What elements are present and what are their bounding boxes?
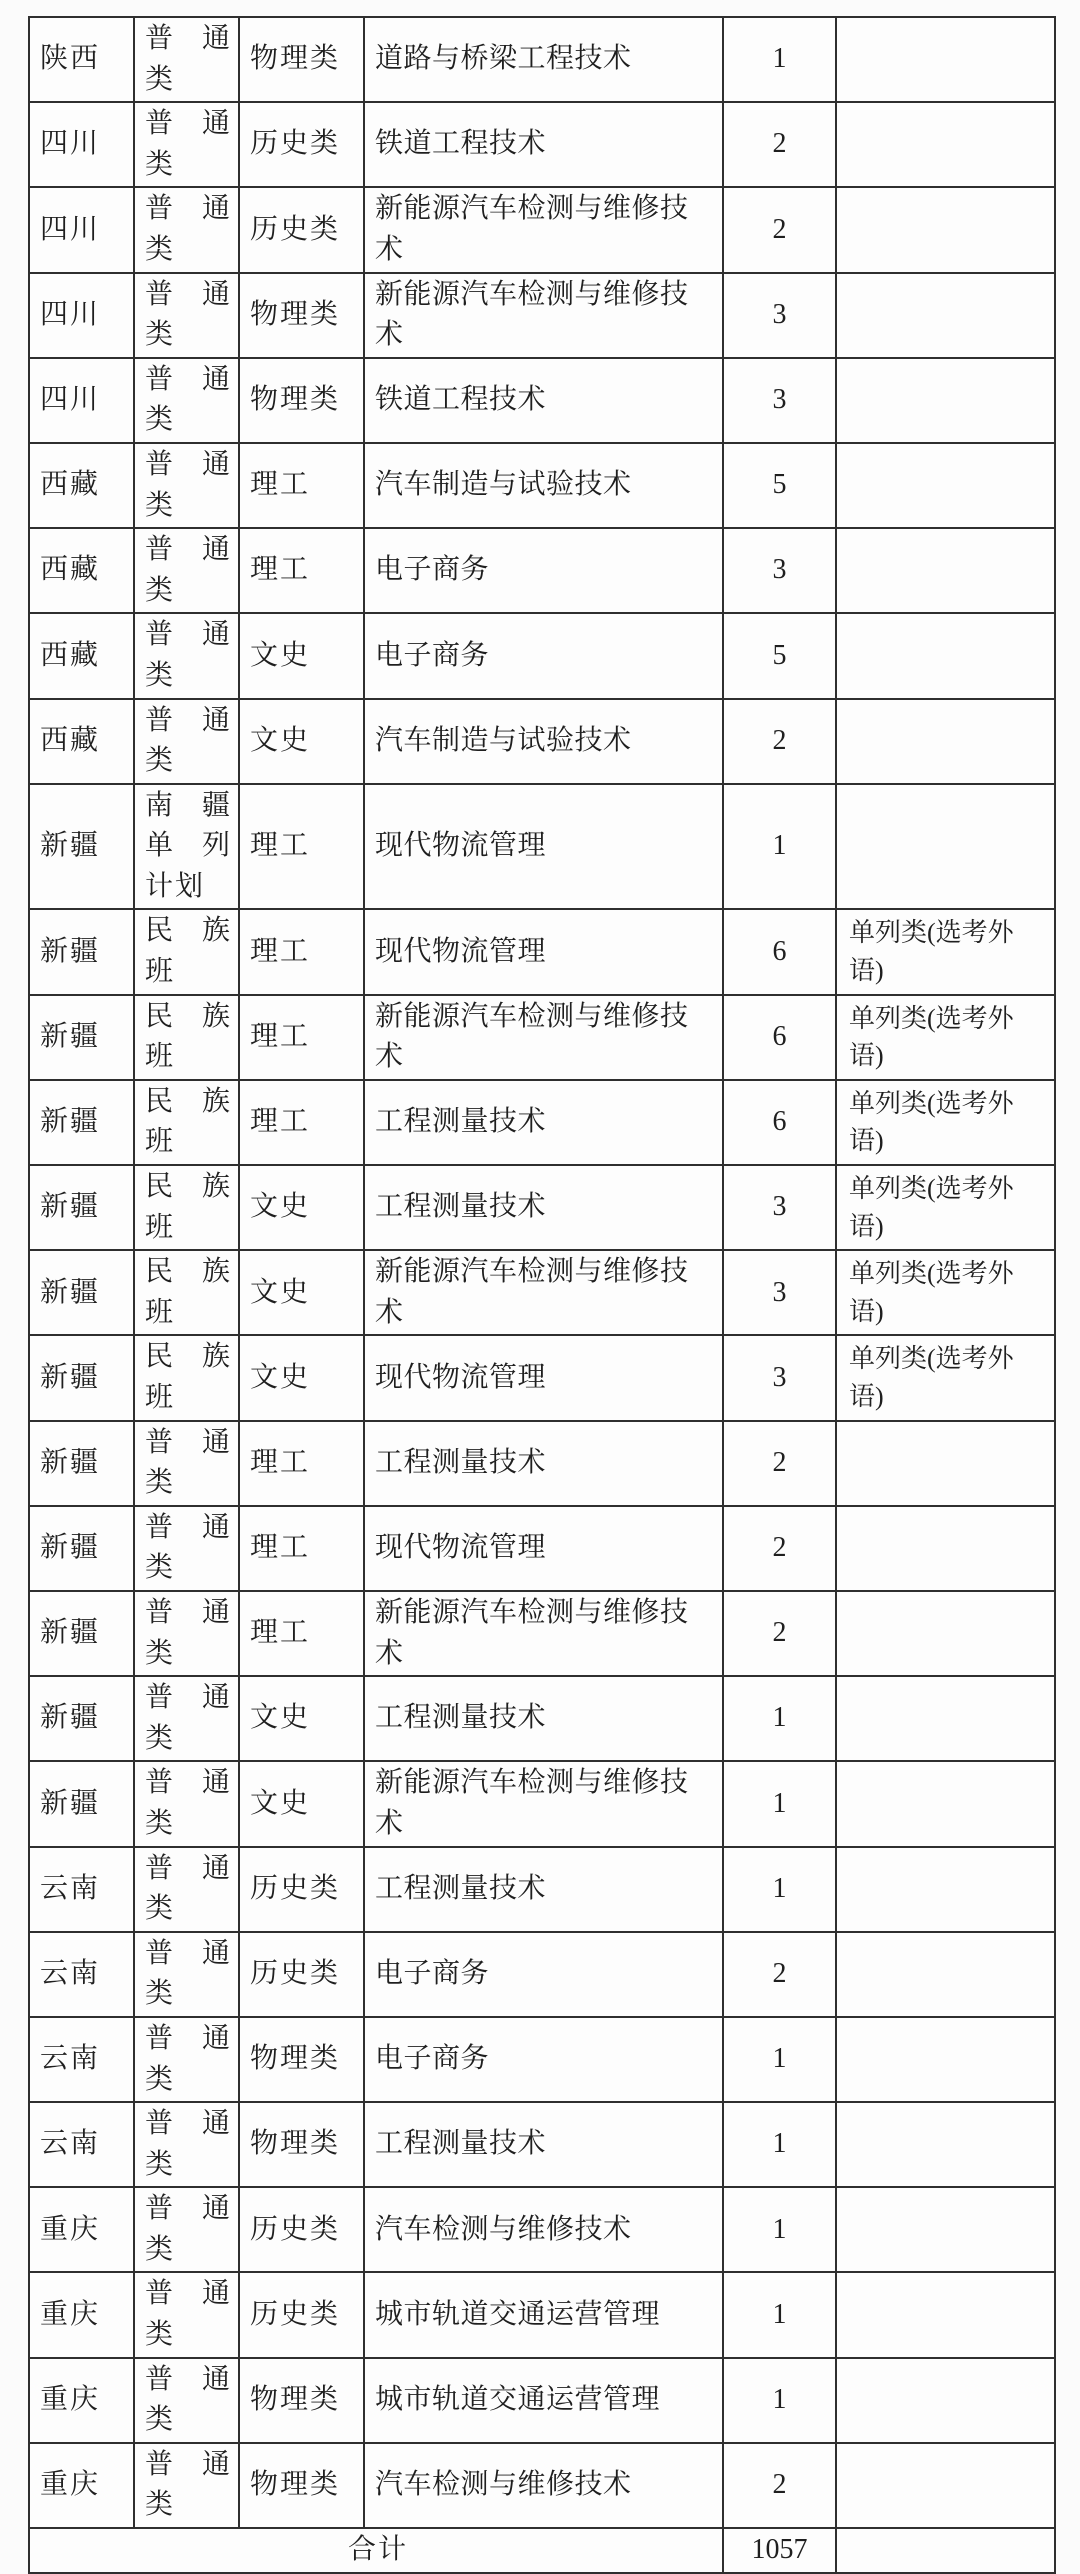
cell-count: 3	[723, 273, 836, 358]
cell-major: 电子商务	[364, 613, 723, 698]
cell-remark	[836, 2017, 1055, 2102]
cell-major: 电子商务	[364, 1932, 723, 2017]
cell-subject: 历史类	[239, 102, 364, 187]
cell-province: 云南	[29, 2017, 134, 2102]
cell-province: 云南	[29, 1847, 134, 1932]
cell-category: 民族班	[134, 1165, 239, 1250]
cell-count: 2	[723, 187, 836, 272]
cell-count: 1	[723, 2187, 836, 2272]
total-count-cell: 1057	[723, 2528, 836, 2573]
cell-major: 工程测量技术	[364, 1165, 723, 1250]
cell-subject: 理工	[239, 1421, 364, 1506]
cell-remark	[836, 1506, 1055, 1591]
cell-count: 6	[723, 1080, 836, 1165]
cell-category: 普通类	[134, 443, 239, 528]
cell-count: 5	[723, 443, 836, 528]
cell-category: 民族班	[134, 1080, 239, 1165]
cell-category: 普通类	[134, 1932, 239, 2017]
cell-major: 工程测量技术	[364, 1080, 723, 1165]
cell-province: 新疆	[29, 1591, 134, 1676]
cell-count: 2	[723, 1932, 836, 2017]
cell-major: 城市轨道交通运营管理	[364, 2272, 723, 2357]
cell-category: 普通类	[134, 1761, 239, 1846]
cell-count: 2	[723, 1506, 836, 1591]
cell-subject: 理工	[239, 995, 364, 1080]
table-row	[29, 784, 1055, 910]
cell-province: 云南	[29, 2102, 134, 2187]
table-row	[29, 1421, 1055, 1506]
cell-category: 普通类	[134, 528, 239, 613]
cell-count: 2	[723, 699, 836, 784]
cell-remark	[836, 2187, 1055, 2272]
cell-subject: 历史类	[239, 2187, 364, 2272]
cell-category: 普通类	[134, 1506, 239, 1591]
cell-province: 新疆	[29, 1421, 134, 1506]
cell-subject: 物理类	[239, 2102, 364, 2187]
cell-province: 四川	[29, 187, 134, 272]
table-row	[29, 2187, 1055, 2272]
cell-remark	[836, 1421, 1055, 1506]
cell-count: 1	[723, 2017, 836, 2102]
cell-remark	[836, 358, 1055, 443]
total-row	[29, 2528, 1055, 2573]
cell-major: 现代物流管理	[364, 784, 723, 910]
cell-category: 民族班	[134, 1335, 239, 1420]
cell-count: 6	[723, 995, 836, 1080]
cell-major: 新能源汽车检测与维修技术	[364, 1761, 723, 1846]
cell-subject: 历史类	[239, 2272, 364, 2357]
total-label-cell: 合计	[29, 2528, 723, 2573]
table-row	[29, 17, 1055, 102]
cell-province: 新疆	[29, 1335, 134, 1420]
cell-subject: 物理类	[239, 358, 364, 443]
cell-province: 重庆	[29, 2443, 134, 2528]
cell-count: 1	[723, 2102, 836, 2187]
cell-province: 重庆	[29, 2358, 134, 2443]
cell-subject: 理工	[239, 528, 364, 613]
table-row	[29, 443, 1055, 528]
cell-province: 西藏	[29, 699, 134, 784]
cell-remark	[836, 2443, 1055, 2528]
cell-category: 普通类	[134, 2017, 239, 2102]
cell-province: 陕西	[29, 17, 134, 102]
table-row	[29, 187, 1055, 272]
cell-major: 汽车检测与维修技术	[364, 2187, 723, 2272]
table-row	[29, 2443, 1055, 2528]
cell-category: 普通类	[134, 2443, 239, 2528]
cell-subject: 物理类	[239, 273, 364, 358]
cell-count: 5	[723, 613, 836, 698]
cell-remark: 单列类(选考外语)	[836, 1080, 1055, 1165]
cell-major: 现代物流管理	[364, 909, 723, 994]
cell-major: 工程测量技术	[364, 2102, 723, 2187]
cell-count: 3	[723, 1165, 836, 1250]
cell-remark: 单列类(选考外语)	[836, 909, 1055, 994]
cell-province: 四川	[29, 102, 134, 187]
table-row	[29, 1080, 1055, 1165]
cell-count: 2	[723, 1421, 836, 1506]
cell-subject: 文史	[239, 1761, 364, 1846]
cell-major: 道路与桥梁工程技术	[364, 17, 723, 102]
cell-category: 普通类	[134, 1847, 239, 1932]
cell-province: 新疆	[29, 995, 134, 1080]
cell-category: 民族班	[134, 1250, 239, 1335]
table-row	[29, 1335, 1055, 1420]
cell-province: 四川	[29, 358, 134, 443]
cell-category: 普通类	[134, 17, 239, 102]
cell-subject: 理工	[239, 1080, 364, 1165]
cell-subject: 文史	[239, 1676, 364, 1761]
cell-remark	[836, 699, 1055, 784]
total-remark-cell	[836, 2528, 1055, 2573]
cell-remark	[836, 1676, 1055, 1761]
cell-major: 工程测量技术	[364, 1421, 723, 1506]
cell-remark	[836, 1847, 1055, 1932]
table-row	[29, 2358, 1055, 2443]
cell-category: 普通类	[134, 2187, 239, 2272]
cell-subject: 文史	[239, 1335, 364, 1420]
table-row	[29, 2102, 1055, 2187]
cell-major: 汽车检测与维修技术	[364, 2443, 723, 2528]
cell-province: 新疆	[29, 1080, 134, 1165]
cell-count: 1	[723, 784, 836, 910]
cell-category: 南疆单列计划	[134, 784, 239, 910]
cell-remark	[836, 2102, 1055, 2187]
table-row	[29, 102, 1055, 187]
cell-count: 3	[723, 1335, 836, 1420]
cell-province: 西藏	[29, 528, 134, 613]
cell-count: 1	[723, 2358, 836, 2443]
table-row	[29, 1847, 1055, 1932]
cell-subject: 文史	[239, 699, 364, 784]
table-row	[29, 1165, 1055, 1250]
cell-count: 1	[723, 2272, 836, 2357]
cell-count: 3	[723, 528, 836, 613]
cell-remark	[836, 443, 1055, 528]
cell-subject: 文史	[239, 1250, 364, 1335]
table-row	[29, 1250, 1055, 1335]
cell-major: 电子商务	[364, 2017, 723, 2102]
cell-major: 新能源汽车检测与维修技术	[364, 1250, 723, 1335]
table-row	[29, 1506, 1055, 1591]
cell-remark	[836, 17, 1055, 102]
cell-province: 西藏	[29, 613, 134, 698]
cell-province: 重庆	[29, 2187, 134, 2272]
cell-category: 普通类	[134, 358, 239, 443]
cell-remark: 单列类(选考外语)	[836, 1165, 1055, 1250]
cell-category: 普通类	[134, 102, 239, 187]
cell-major: 汽车制造与试验技术	[364, 443, 723, 528]
cell-remark	[836, 2272, 1055, 2357]
table-row	[29, 995, 1055, 1080]
cell-province: 新疆	[29, 1165, 134, 1250]
cell-remark: 单列类(选考外语)	[836, 1250, 1055, 1335]
cell-count: 3	[723, 358, 836, 443]
cell-province: 新疆	[29, 1506, 134, 1591]
cell-major: 铁道工程技术	[364, 358, 723, 443]
cell-remark	[836, 187, 1055, 272]
cell-count: 3	[723, 1250, 836, 1335]
cell-major: 铁道工程技术	[364, 102, 723, 187]
cell-major: 现代物流管理	[364, 1506, 723, 1591]
cell-province: 新疆	[29, 1761, 134, 1846]
cell-major: 工程测量技术	[364, 1847, 723, 1932]
cell-category: 普通类	[134, 1676, 239, 1761]
cell-major: 新能源汽车检测与维修技术	[364, 187, 723, 272]
cell-category: 普通类	[134, 273, 239, 358]
table-row	[29, 1932, 1055, 2017]
cell-count: 2	[723, 2443, 836, 2528]
cell-major: 新能源汽车检测与维修技术	[364, 273, 723, 358]
cell-category: 普通类	[134, 2102, 239, 2187]
cell-remark	[836, 1761, 1055, 1846]
cell-province: 新疆	[29, 909, 134, 994]
cell-category: 普通类	[134, 699, 239, 784]
cell-count: 2	[723, 102, 836, 187]
cell-remark: 单列类(选考外语)	[836, 1335, 1055, 1420]
table-row	[29, 613, 1055, 698]
cell-province: 新疆	[29, 784, 134, 910]
cell-count: 1	[723, 17, 836, 102]
cell-major: 新能源汽车检测与维修技术	[364, 1591, 723, 1676]
cell-subject: 理工	[239, 443, 364, 528]
table-row	[29, 1676, 1055, 1761]
cell-category: 普通类	[134, 1421, 239, 1506]
cell-remark	[836, 528, 1055, 613]
table-body	[29, 17, 1055, 2573]
table-row	[29, 909, 1055, 994]
cell-major: 城市轨道交通运营管理	[364, 2358, 723, 2443]
cell-major: 汽车制造与试验技术	[364, 699, 723, 784]
cell-province: 新疆	[29, 1250, 134, 1335]
cell-major: 现代物流管理	[364, 1335, 723, 1420]
cell-subject: 物理类	[239, 2017, 364, 2102]
table-row	[29, 1591, 1055, 1676]
table-row	[29, 699, 1055, 784]
cell-count: 1	[723, 1761, 836, 1846]
cell-subject: 物理类	[239, 2358, 364, 2443]
cell-count: 1	[723, 1847, 836, 1932]
cell-remark	[836, 102, 1055, 187]
cell-remark	[836, 613, 1055, 698]
cell-category: 普通类	[134, 613, 239, 698]
cell-major: 新能源汽车检测与维修技术	[364, 995, 723, 1080]
cell-subject: 历史类	[239, 1847, 364, 1932]
cell-province: 四川	[29, 273, 134, 358]
cell-count: 6	[723, 909, 836, 994]
cell-count: 1	[723, 1676, 836, 1761]
cell-subject: 物理类	[239, 17, 364, 102]
table-row	[29, 358, 1055, 443]
cell-subject: 文史	[239, 613, 364, 698]
cell-major: 电子商务	[364, 528, 723, 613]
cell-remark	[836, 1932, 1055, 2017]
cell-category: 普通类	[134, 2272, 239, 2357]
cell-subject: 历史类	[239, 187, 364, 272]
cell-category: 普通类	[134, 187, 239, 272]
cell-subject: 历史类	[239, 1932, 364, 2017]
cell-subject: 理工	[239, 1591, 364, 1676]
table-row	[29, 1761, 1055, 1846]
cell-subject: 理工	[239, 909, 364, 994]
table-row	[29, 528, 1055, 613]
cell-category: 普通类	[134, 2358, 239, 2443]
cell-remark	[836, 1591, 1055, 1676]
enrollment-plan-table	[28, 16, 1056, 2574]
cell-remark	[836, 784, 1055, 910]
table-row	[29, 273, 1055, 358]
cell-category: 民族班	[134, 995, 239, 1080]
cell-subject: 理工	[239, 784, 364, 910]
cell-category: 民族班	[134, 909, 239, 994]
cell-province: 新疆	[29, 1676, 134, 1761]
table-row	[29, 2017, 1055, 2102]
cell-province: 西藏	[29, 443, 134, 528]
cell-province: 云南	[29, 1932, 134, 2017]
cell-major: 工程测量技术	[364, 1676, 723, 1761]
cell-subject: 理工	[239, 1506, 364, 1591]
cell-remark: 单列类(选考外语)	[836, 995, 1055, 1080]
cell-subject: 物理类	[239, 2443, 364, 2528]
table-row	[29, 2272, 1055, 2357]
cell-remark	[836, 273, 1055, 358]
cell-remark	[836, 2358, 1055, 2443]
cell-province: 重庆	[29, 2272, 134, 2357]
cell-category: 普通类	[134, 1591, 239, 1676]
cell-subject: 文史	[239, 1165, 364, 1250]
cell-count: 2	[723, 1591, 836, 1676]
